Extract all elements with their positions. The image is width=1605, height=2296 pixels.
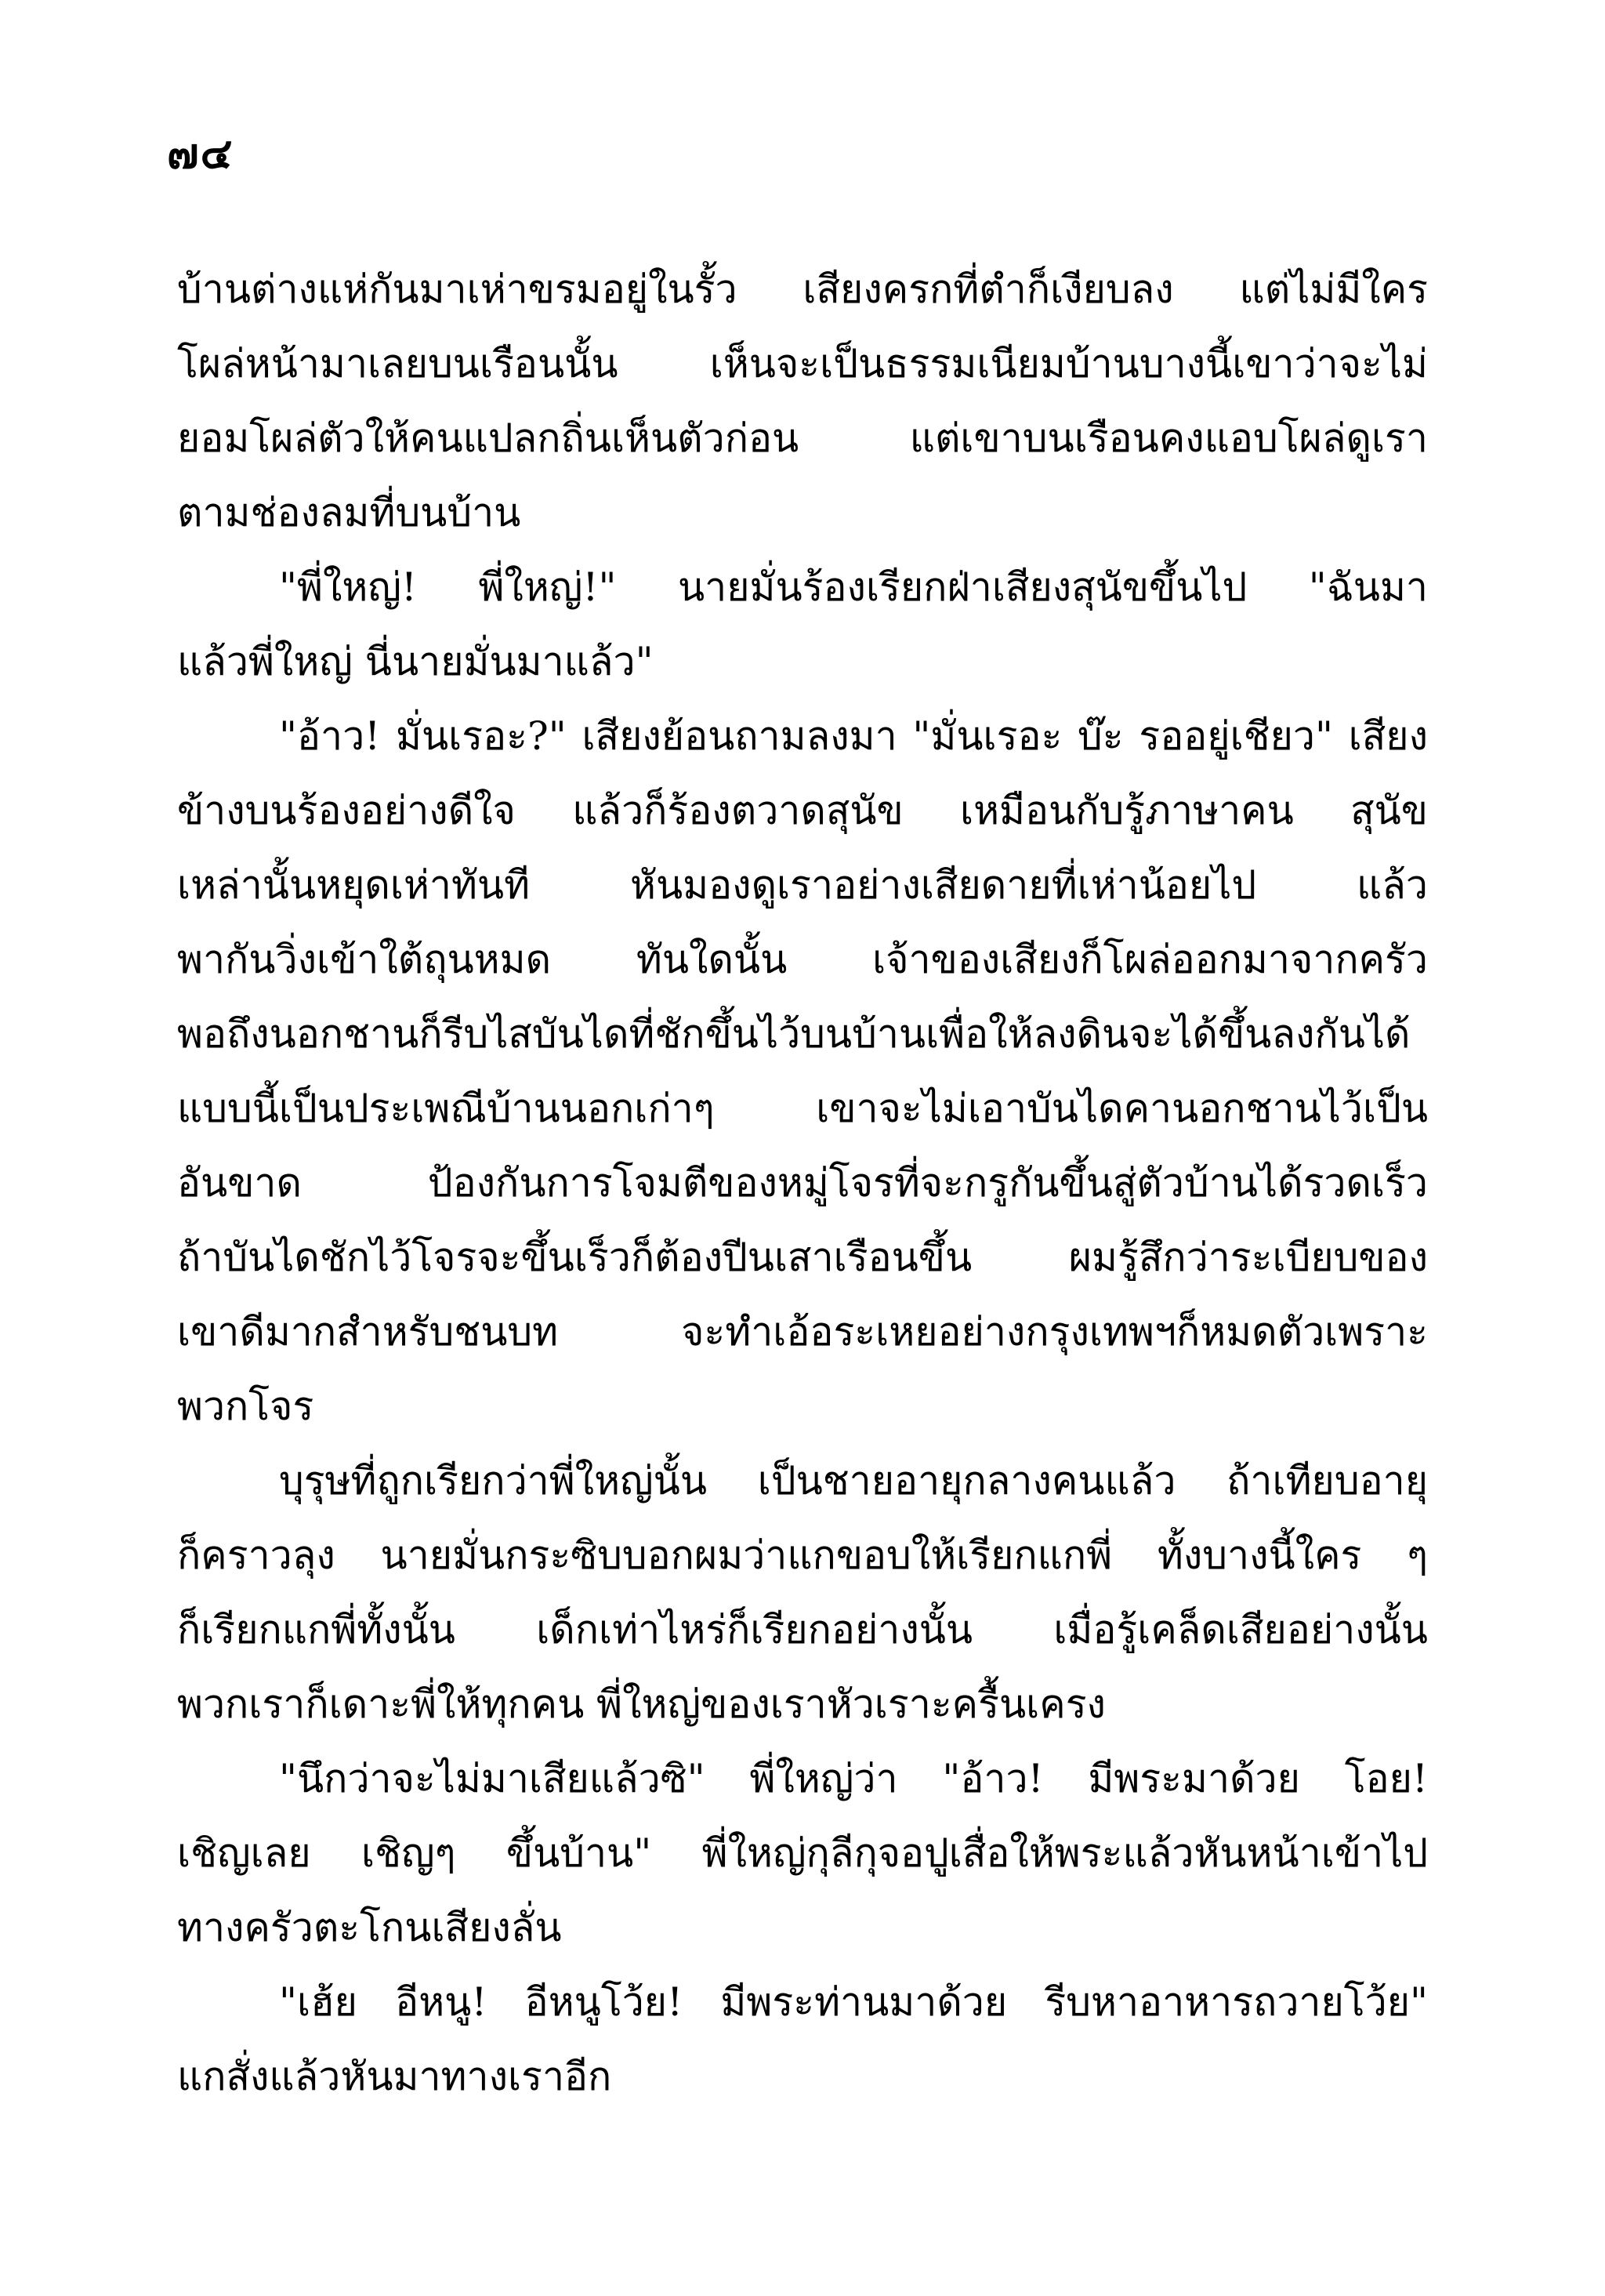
- text-line: เชิญเลย เชิญๆ ขึ้นบ้าน" พี่ใหญ่กุลีกุจอปูเสื่อให้พระแล้วหันหน้าเข้าไป: [177, 1830, 1428, 1876]
- text-line: ทางครัวตะโกนเสียงลั่น: [177, 1905, 562, 1950]
- text-line: พากันวิ่งเข้าใต้ถุนหมด ทันใดนั้น เจ้าของเสียงก็โผล่ออกมาจากครัว: [177, 937, 1428, 982]
- text-line: โผล่หน้ามาเลยบนเรือนนั้น เห็นจะเป็นธรรมเนียมบ้านบางนี้เขาว่าจะไม่: [177, 341, 1428, 386]
- text-line: เขาดีมากสำหรับชนบท จะทำเอ้อระเหยอย่างกรุงเทพฯก็หมดตัวเพราะ: [177, 1309, 1428, 1355]
- text-line: เหล่านั้นหยุดเห่าทันที หันมองดูเราอย่างเสียดายที่เห่าน้อยไป แล้ว: [177, 862, 1428, 908]
- text-line: พวกโจร: [177, 1384, 314, 1429]
- text-line: พอถึงนอกชานก็รีบไสบันไดที่ชักขึ้นไว้บนบ้านเพื่อให้ลงดินจะได้ขึ้นลงกันได้: [177, 1011, 1411, 1057]
- text-line: "พี่ใหญ่! พี่ใหญ่!" นายมั่นร้องเรียกฝ่าเสียงสุนัขขึ้นไป "ฉันมา: [279, 564, 1428, 610]
- text-line: ถ้าบันไดชักไว้โจรจะขึ้นเร็วก็ต้องปีนเสาเรือนขึ้น ผมรู้สึกว่าระเบียบของ: [177, 1235, 1428, 1280]
- text-line: ก็คราวลุง นายมั่นกระซิบบอกผมว่าแกขอบให้เรียกแกพี่ ทั้งบางนี้ใคร ๆ: [177, 1532, 1428, 1578]
- text-line: อันขาด ป้องกันการโจมตีของหมู่โจรที่จะกรูกันขึ้นสู่ตัวบ้านได้รวดเร็ว: [177, 1160, 1428, 1206]
- text-line: ตามช่องลมที่บนบ้าน: [177, 490, 521, 535]
- text-line: แกสั่งแล้วหันมาทางเราอีก: [177, 2054, 612, 2099]
- text-line: บุรุษที่ถูกเรียกว่าพี่ใหญ่นั้น เป็นชายอายุกลางคนแล้ว ถ้าเทียบอายุ: [279, 1458, 1428, 1503]
- text-line: ยอมโผล่ตัวให้คนแปลกถิ่นเห็นตัวก่อน แต่เขาบนเรือนคงแอบโผล่ดูเรา: [177, 415, 1428, 461]
- text-line: ข้างบนร้องอย่างดีใจ แล้วก็ร้องตวาดสุนัข เหมือนกับรู้ภาษาคน สุนัข: [177, 788, 1428, 833]
- text-line: ก็เรียกแกพี่ทั้งนั้น เด็กเท่าไหร่ก็เรียกอย่างนั้น เมื่อรู้เคล็ดเสียอย่างนั้น: [177, 1607, 1428, 1652]
- page-number: ๗๔: [167, 128, 234, 178]
- text-line: บ้านต่างแห่กันมาเห่าขรมอยู่ในรั้ว เสียงครกที่ตำก็เงียบลง แต่ไม่มีใคร: [177, 267, 1428, 312]
- text-line: พวกเราก็เดาะพี่ให้ทุกคน พี่ใหญ่ของเราหัวเราะครื้นเครง: [177, 1681, 1106, 1727]
- body-text: [177, 252, 1428, 2114]
- text-line: "นึกว่าจะไม่มาเสียแล้วซิ" พี่ใหญ่ว่า "อ้าว! มีพระมาด้วย โอย!: [279, 1756, 1428, 1801]
- text-line: แบบนี้เป็นประเพณีบ้านนอกเก่าๆ เขาจะไม่เอาบันไดคานอกชานไว้เป็น: [177, 1086, 1428, 1131]
- text-line: "เฮ้ย อีหนู! อีหนูโว้ย! มีพระท่านมาด้วย รีบหาอาหารถวายโว้ย": [279, 1979, 1428, 2025]
- text-line: แล้วพี่ใหญ่ นี่นายมั่นมาแล้ว": [177, 639, 654, 684]
- text-line: "อ้าว! มั่นเรอะ?" เสียงย้อนถามลงมา "มั่นเรอะ บ๊ะ รออยู่เชียว" เสียง: [279, 713, 1428, 759]
